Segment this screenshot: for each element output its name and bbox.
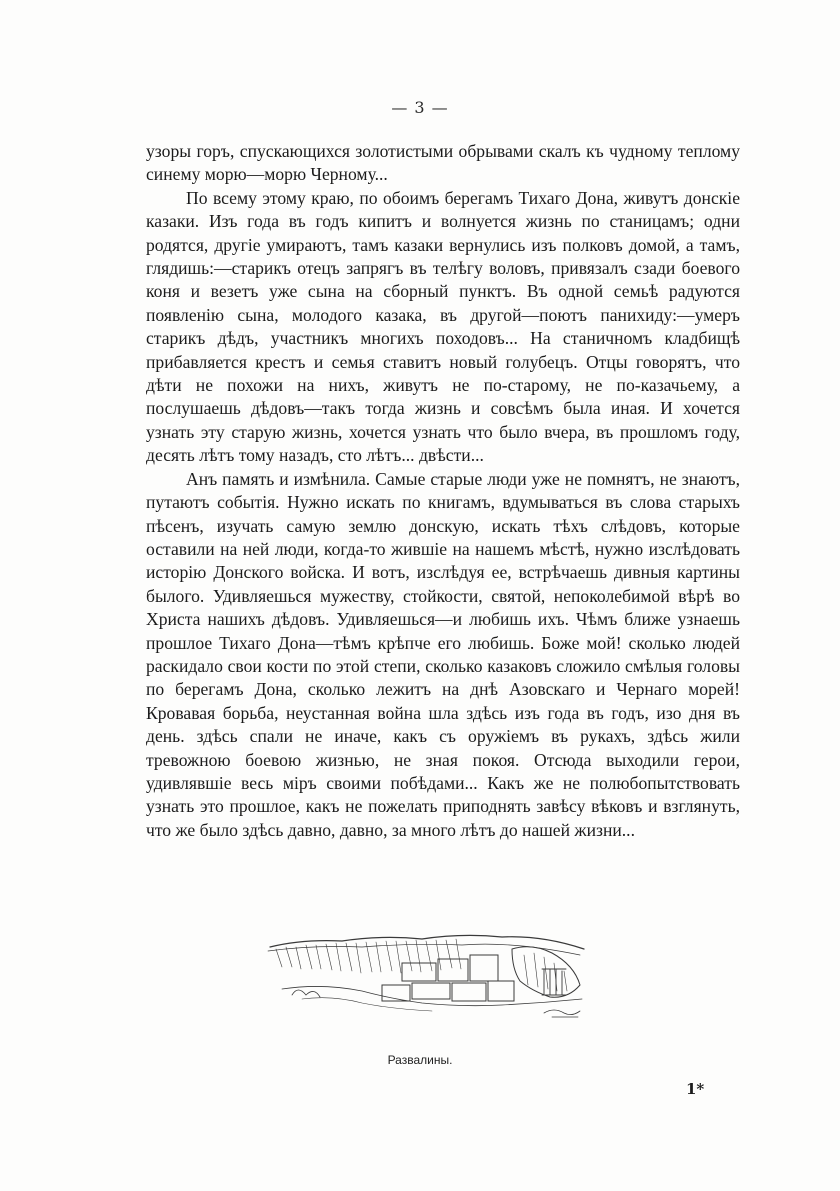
paragraph: узоры горъ, спускающихся золотистыми обрывами скалъ къ чудному теплому синему морю—морю Черному... [146, 141, 740, 185]
paragraph: Анъ память и измѣнила. Самые старые люди уже не помнятъ, не знаютъ, путаютъ событія. Нужно искать по книгамъ, вдумываться въ слова старыхъ пѣсенъ, изучать самую землю донскую, искать тѣхъ слѣдовъ, которые оставили на ней люди, когда-то жившіе на нашемъ мѣстѣ, нужно изслѣдовать исторію Донского войска. И вотъ, изслѣдуя ее, встрѣчаешь дивныя картины былого. Удивляешься мужеству, стойкости, святой, непоколебимой вѣрѣ во Христа нашихъ дѣдовъ. Удивляешься—и любишь ихъ. Чѣмъ ближе узнаешь прошлое Тихаго Дона—тѣмъ крѣпче его любишь. Боже мой! сколько людей раскидало свои кости по этой степи, сколько казаковъ сложило смѣлыя головы по берегамъ Дона, сколько лежитъ на днѣ Азовскаго и Чернаго морей! Кровавая борьба, неустанная война шла здѣсь изъ года въ годъ, изо дня въ день. здѣсь спали не иначе, какъ съ оружіемъ въ рукахъ, здѣсь жили тревожною боевою жизнью, не зная покоя. Отсюда выходили герои, удивлявшіе весь міръ своими побѣдами... Какъ же не полюбопытствовать узнать это прошлое, какъ не пожелать приподнять завѣсу вѣковъ и взглянуть, что же было здѣсь давно, давно, за много лѣтъ до нашей жизни... [146, 468, 740, 840]
ruins-illustration [262, 925, 592, 1025]
body-text [146, 140, 740, 842]
signature-mark: 1* [686, 1080, 705, 1098]
page-number: — 3 — [391, 98, 449, 117]
paragraph: По всему этому краю, по обоимъ берегамъ Тихаго Дона, живутъ донскіе казаки. Изъ года въ годъ кипитъ и волнуется жизнь по станицамъ; одни родятся, другіе умираютъ, тамъ казаки вернулись изъ полковъ домой, а тамъ, глядишь:—старикъ отецъ запрягъ въ телѣгу воловъ, привязалъ сзади боевого коня и везетъ уже сына на сборный пунктъ. Въ одной семьѣ радуются появленію сына, молодого казака, въ другой—поютъ панихиду:—умеръ старикъ дѣдъ, участникъ многихъ походовъ... На станичномъ кладбищѣ прибавляется крестъ и семья ставитъ новый голубецъ. Отцы говорятъ, что дѣти не похожи на нихъ, живутъ не по-старому, не по-казачьему, а послушаешь дѣдовъ—такъ тогда жизнь и совсѣмъ была иная. И хочется узнать эту старую жизнь, хочется узнать что было вчера, въ прошломъ году, десять лѣтъ тому назадъ, сто лѣтъ... двѣсти... [146, 187, 740, 466]
figure-caption: Развалины. [387, 1053, 453, 1067]
